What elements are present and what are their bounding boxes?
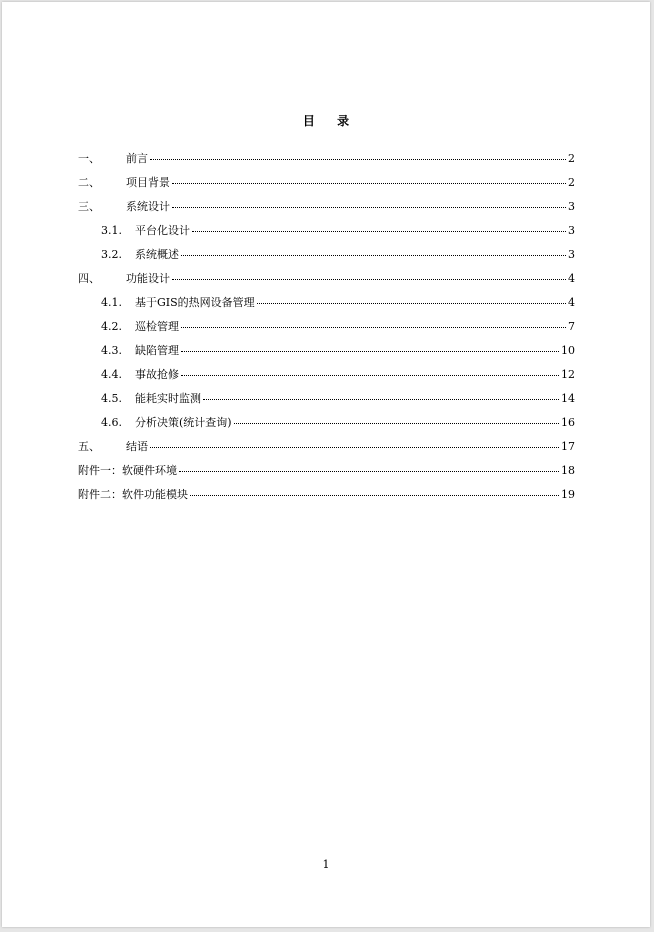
toc-entry-page: 4: [568, 296, 575, 309]
toc-leader-dots: [203, 398, 559, 400]
toc-entry-preface[interactable]: [78, 150, 575, 168]
toc-entry-defect-management[interactable]: [101, 342, 575, 360]
toc-entry-page: 17: [561, 440, 575, 453]
toc-entry-page: 19: [561, 488, 575, 501]
toc-entry-page: 18: [561, 464, 575, 477]
toc-leader-dots: [234, 422, 559, 424]
toc-entry-text: 软硬件环境: [122, 464, 177, 477]
toc-entry-page: 3: [568, 200, 575, 213]
toc-entry-number: 一、: [78, 152, 100, 165]
toc-entry-page: 7: [568, 320, 575, 333]
toc-entry-conclusion[interactable]: [78, 438, 575, 456]
toc-entry-number: 4.3.: [101, 344, 122, 357]
toc-entry-page: 14: [561, 392, 575, 405]
toc-entry-system-design[interactable]: [78, 198, 575, 216]
toc-leader-dots: [172, 182, 566, 184]
toc-entry-inspection-management[interactable]: [101, 318, 575, 336]
toc-entry-number: 4.5.: [101, 392, 122, 405]
toc-entry-function-design[interactable]: [78, 270, 575, 288]
toc-entry-energy-monitoring[interactable]: [101, 390, 575, 408]
toc-entry-number: 附件一：: [78, 464, 122, 477]
toc-entry-number: 3.1.: [101, 224, 122, 237]
toc-entry-number: 三、: [78, 200, 100, 213]
toc-entry-number: 3.2.: [101, 248, 122, 261]
toc-entry-text: 巡检管理: [135, 320, 179, 333]
toc-leader-dots: [181, 326, 566, 328]
toc-leader-dots: [172, 278, 566, 280]
toc-entry-number: 4.6.: [101, 416, 122, 429]
toc-leader-dots: [181, 350, 559, 352]
toc-entry-number: 附件二：: [78, 488, 122, 501]
toc-entry-system-overview[interactable]: [101, 246, 575, 264]
toc-entry-page: 16: [561, 416, 575, 429]
toc-title: 目 录: [302, 114, 359, 128]
toc-leader-dots: [179, 470, 559, 472]
toc-entry-text: 事故抢修: [135, 368, 179, 381]
toc-entry-text: 平台化设计: [135, 224, 190, 237]
toc-entry-background[interactable]: [78, 174, 575, 192]
toc-entry-page: 2: [568, 176, 575, 189]
toc-entry-text: 软件功能模块: [122, 488, 188, 501]
toc-entry-text: 系统设计: [126, 200, 170, 213]
toc-leader-dots: [172, 206, 566, 208]
toc-leader-dots: [150, 158, 566, 160]
toc-entry-page: 2: [568, 152, 575, 165]
toc-entry-gis-device-management[interactable]: [101, 294, 575, 312]
toc-entry-number: 二、: [78, 176, 100, 189]
toc-entry-appendix-1[interactable]: [78, 462, 575, 480]
toc-entry-page: 10: [561, 344, 575, 357]
toc-entry-page: 12: [561, 368, 575, 381]
toc-entry-text: 缺陷管理: [135, 344, 179, 357]
toc-leader-dots: [192, 230, 566, 232]
toc-entry-text: 前言: [126, 152, 148, 165]
toc-leader-dots: [257, 302, 566, 304]
toc-entry-text: 能耗实时监测: [135, 392, 201, 405]
toc-entry-emergency-repair[interactable]: [101, 366, 575, 384]
toc-entry-number: 四、: [78, 272, 100, 285]
toc-entry-number: 4.1.: [101, 296, 122, 309]
toc-leader-dots: [181, 254, 566, 256]
page-number: 1: [322, 858, 330, 871]
toc-leader-dots: [150, 446, 559, 448]
toc-entry-number: 五、: [78, 440, 100, 453]
document-page: [2, 2, 650, 927]
toc-leader-dots: [190, 494, 559, 496]
toc-entry-text: 功能设计: [126, 272, 170, 285]
toc-entry-text: 系统概述: [135, 248, 179, 261]
toc-entry-text: 结语: [126, 440, 148, 453]
toc-entry-page: 3: [568, 224, 575, 237]
toc-entry-page: 3: [568, 248, 575, 261]
toc-entry-text: 分析决策(统计查询): [135, 416, 232, 429]
toc-entry-text: 基于GIS的热网设备管理: [135, 296, 255, 309]
toc-leader-dots: [181, 374, 559, 376]
toc-entry-appendix-2[interactable]: [78, 486, 575, 504]
toc-entry-text: 项目背景: [126, 176, 170, 189]
toc-entry-number: 4.2.: [101, 320, 122, 333]
toc-entry-page: 4: [568, 272, 575, 285]
toc-entry-decision-analysis[interactable]: [101, 414, 575, 432]
toc-entry-platform-design[interactable]: [101, 222, 575, 240]
toc-entry-number: 4.4.: [101, 368, 122, 381]
